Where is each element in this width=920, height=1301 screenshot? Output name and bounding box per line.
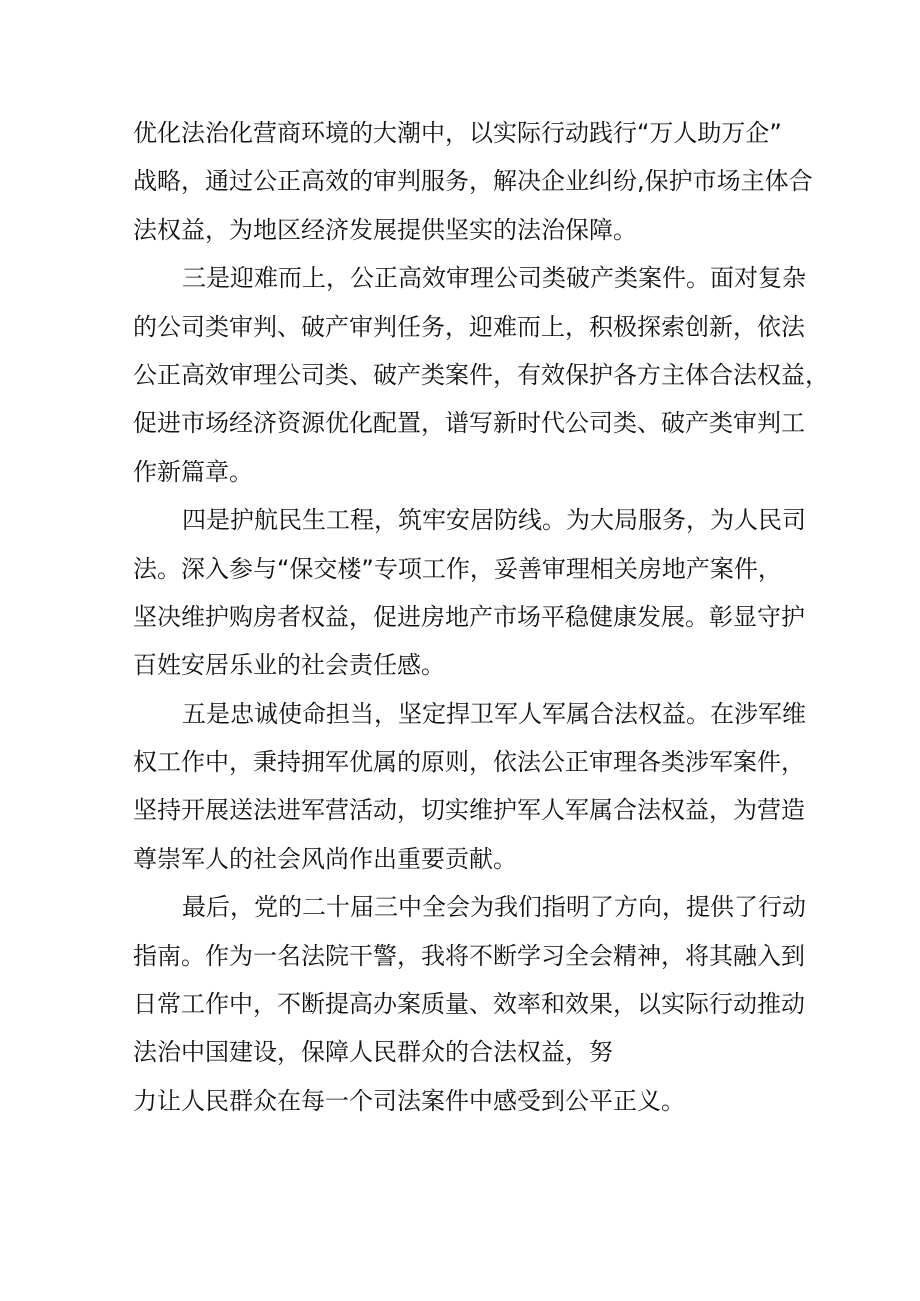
- text-line: 作新篇章。: [133, 457, 253, 486]
- text-line: 法治中国建设，保障人民群众的合法权益，努: [133, 1038, 613, 1067]
- paragraph-start-line: 三是迎难而上，公正高效审理公司类破产类案件。面对复杂: [182, 264, 806, 293]
- paragraph-start-line: 四是护航民生工程，筑牢安居防线。为大局服务，为人民司: [182, 506, 806, 535]
- text-line: 战略，通过公正高效的审判服务，解决企业纠纷,保护市场主体合: [133, 167, 813, 196]
- body-text: [133, 109, 829, 1125]
- text-line: 百姓安居乐业的社会责任感。: [133, 651, 445, 680]
- text-line: 坚决维护购房者权益，促进房地产市场平稳健康发展。彰显守护: [133, 602, 805, 631]
- text-line: 的公司类审判、破产审判任务，迎难而上，积极探索创新，依法: [133, 312, 805, 341]
- text-line: 坚持开展送法进军营活动，切实维护军人军属合法权益，为营造: [133, 796, 805, 825]
- text-line: 指南。作为一名法院干警，我将不断学习全会精神，将其融入到: [133, 941, 805, 970]
- text-line: 公正高效审理公司类、破产类案件，有效保护各方主体合法权益，: [133, 360, 829, 389]
- text-line: 权工作中，秉持拥军优属的原则，依法公正审理各类涉军案件，: [133, 748, 805, 777]
- text-line: 日常工作中，不断提高办案质量、效率和效果，以实际行动推动: [133, 990, 805, 1019]
- text-line: 法。深入参与“保交楼”专项工作，妥善审理相关房地产案件，: [133, 554, 782, 583]
- text-line: 优化法治化营商环境的大潮中，以实际行动践行“万人助万企”: [133, 119, 782, 147]
- paragraph-start-line: 最后，党的二十届三中全会为我们指明了方向，提供了行动: [182, 893, 806, 922]
- text-line: 法权益，为地区经济发展提供坚实的法治保障。: [133, 215, 637, 244]
- paragraph-start-line: 五是忠诚使命担当，坚定捍卫军人军属合法权益。在涉军维: [182, 699, 806, 728]
- text-line: 促进市场经济资源优化配置，谱写新时代公司类、破产类审判工: [133, 409, 805, 438]
- text-line: 尊崇军人的社会风尚作出重要贡献。: [133, 844, 517, 873]
- text-line: 力让人民群众在每一个司法案件中感受到公平正义。: [133, 1086, 685, 1115]
